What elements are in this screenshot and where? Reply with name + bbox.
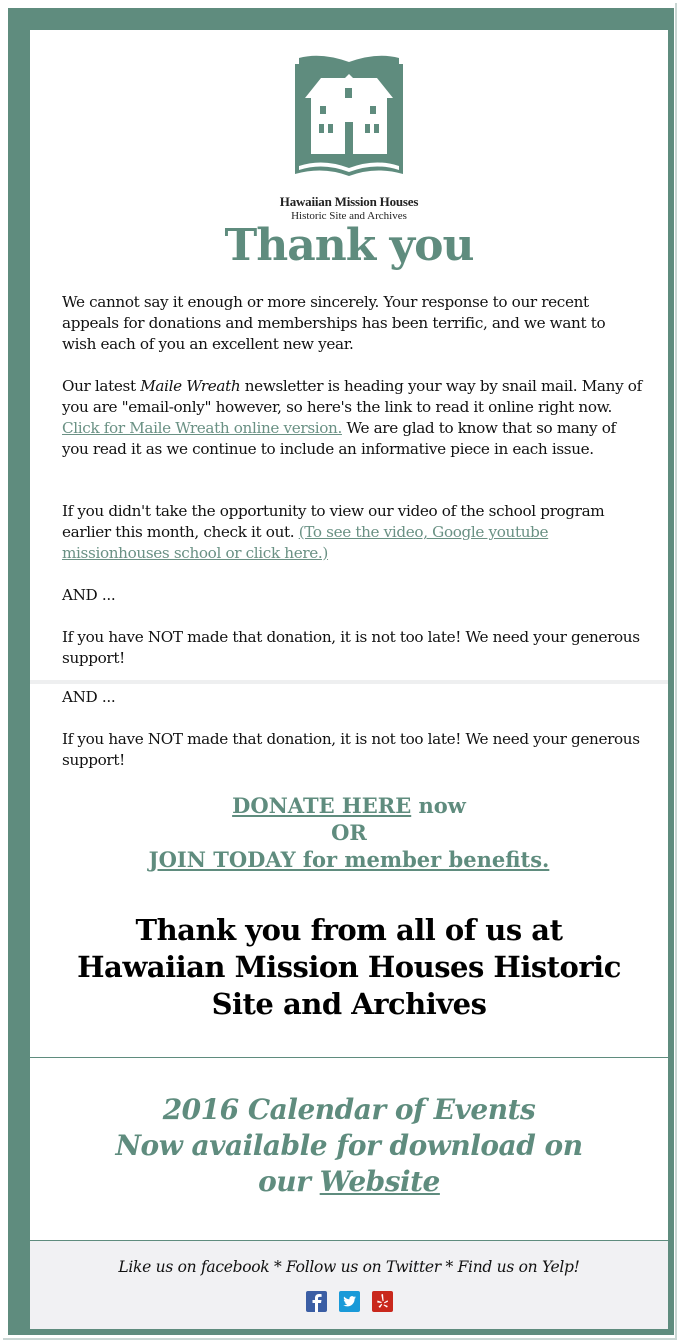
closing-line-3: Site and Archives [211, 987, 487, 1021]
calendar-line-3 [30, 1164, 668, 1200]
and-text: AND ... [62, 586, 116, 604]
social-footer [30, 1241, 668, 1329]
email-border-frame [8, 8, 674, 1335]
section-seam [30, 680, 668, 684]
closing-line-2: Hawaiian Mission Houses Historic [77, 950, 621, 984]
page-title: Thank you [224, 220, 474, 271]
video-paragraph [62, 501, 642, 564]
school-video-link[interactable]: (To see the video, Google youtube missionhouses school or click here.) [62, 523, 549, 562]
calendar-announcement [30, 1092, 668, 1200]
newsletter-paragraph [62, 376, 642, 460]
donation-appeal: If you have NOT made that donation, it is not too late! We need your generous support! [62, 628, 640, 667]
logo-subtitle: Historic Site and Archives [291, 210, 407, 222]
facebook-icon[interactable] [306, 1291, 327, 1312]
donate-here-link[interactable]: DONATE HERE [232, 793, 412, 818]
donate-line [30, 792, 668, 819]
join-today-link[interactable]: JOIN TODAY for member benefits. [148, 847, 550, 872]
maile-wreath-online-link[interactable]: Click for Maile Wreath online version. [62, 419, 342, 437]
donation-appeal-repeat: If you have NOT made that donation, it is not too late! We need your generous support! [62, 730, 640, 769]
intro-paragraph: We cannot say it enough or more sincerely. Your response to our recent appeals for donations and memberships has been terrific, and we want to wish each of you an excellent new year. [62, 293, 606, 353]
calendar-line-1: 2016 Calendar of Events [162, 1093, 536, 1126]
email-content [30, 30, 668, 1329]
website-link[interactable]: Website [319, 1165, 440, 1198]
newsletter-text-mid: newsletter is heading your way by snail mail. Many of you are "email-only" however, so here's the link to read it online right now. [62, 377, 642, 416]
logo-title: Hawaiian Mission Houses [279, 194, 419, 209]
twitter-icon[interactable] [339, 1291, 360, 1312]
newsletter-text-suffix: We are glad to know that so many of you read it as we continue to include an informative piece in each issue. [62, 419, 616, 458]
closing-line-1: Thank you from all of us at [135, 913, 563, 947]
newsletter-text-prefix: Our latest [62, 377, 141, 395]
and-text-repeat: AND ... [62, 688, 116, 706]
section-divider [30, 1057, 668, 1058]
closing-thanks [30, 912, 668, 1023]
newsletter-name: Maile Wreath [140, 377, 241, 395]
call-to-action [30, 792, 668, 873]
video-text: If you didn't take the opportunity to view our video of the school program earlier this month, check it out. [62, 502, 605, 541]
join-line [30, 846, 668, 873]
or-text: OR [331, 820, 367, 845]
yelp-icon[interactable] [372, 1291, 393, 1312]
logo[interactable] [261, 54, 437, 222]
calendar-line-3-prefix: our [258, 1165, 320, 1198]
social-footer-text: Like us on facebook * Follow us on Twitter * Find us on Yelp! [118, 1258, 580, 1276]
social-icons [30, 1291, 668, 1312]
calendar-line-2: Now available for download on [115, 1129, 583, 1162]
donate-suffix: now [411, 793, 466, 818]
book-house-logo-icon [261, 54, 437, 194]
